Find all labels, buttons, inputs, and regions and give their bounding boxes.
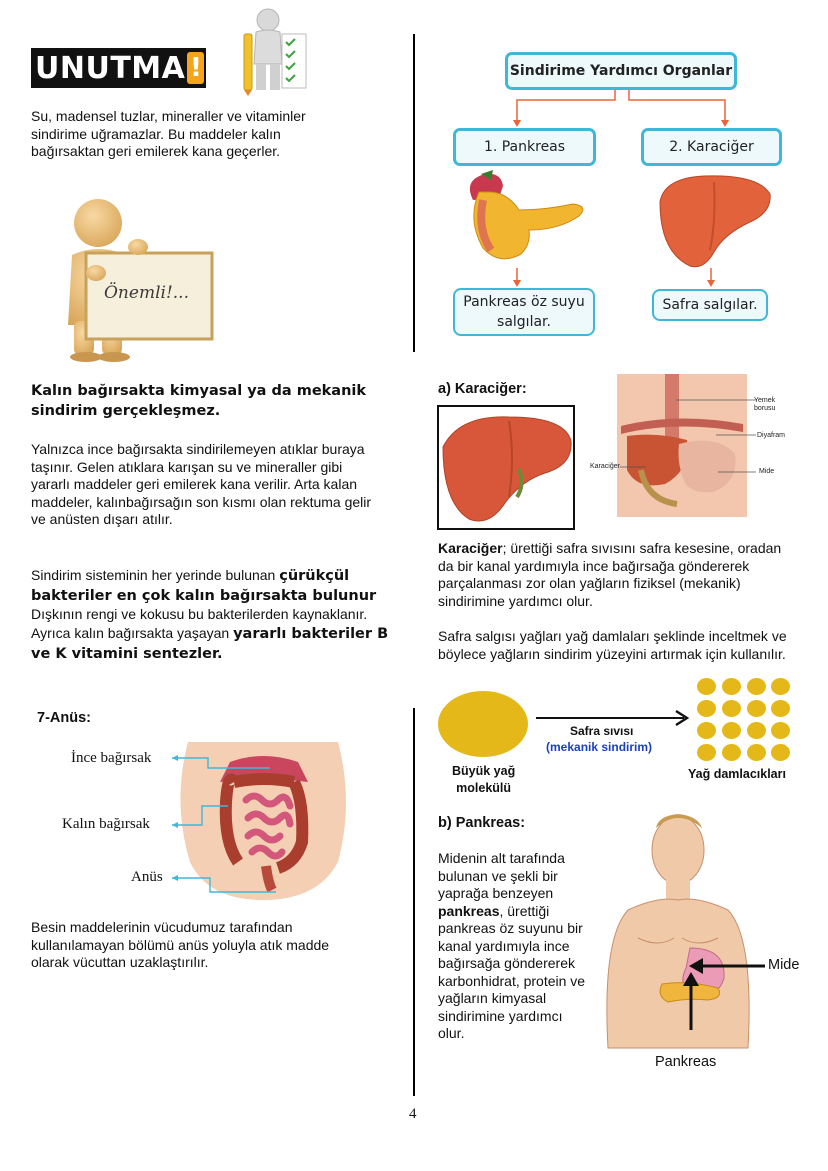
intestine-pointer-lines — [172, 750, 302, 900]
important-sign-illustration — [34, 195, 234, 363]
liver-down-arrow — [706, 268, 716, 288]
flow-title-box: Sindirime Yardımcı Organlar — [505, 52, 737, 90]
flow-output-liver: Safra salgılar. — [652, 289, 768, 321]
anus-paragraph: Besin maddelerinin vücudumuz tarafından kullanılamayan bölümü anüs yoluyla atık madde olarak vücuttan uzaklaştırılır. — [31, 919, 330, 970]
intro-paragraph: Su, madensel tuzlar, mineraller ve vitaminler sindirime uğramazlar. Bu maddeler kalın bağırsaktan geri emilerek kana geçerler. — [31, 108, 306, 159]
fat-droplet — [771, 744, 790, 761]
large-fat-label-line2: molekülü — [456, 781, 512, 795]
fat-droplet — [697, 722, 716, 739]
fat-droplets-label: Yağ damlacıkları — [688, 767, 786, 781]
fat-droplet — [697, 744, 716, 761]
bile-arrow-label: Safra sıvısı — [570, 724, 634, 738]
pancreas-heading: b) Pankreas: — [438, 815, 526, 831]
fat-droplet — [747, 722, 766, 739]
large-fat-molecule — [438, 690, 534, 758]
pancreas-paragraph-text-1: Midenin alt tarafında bulunan ve şekli bir yaprağa benzeyen — [438, 850, 565, 901]
flow-output-pancreas — [453, 288, 595, 336]
liver-paragraph-bold: Karaciğer — [438, 540, 503, 556]
body-pointer-arrows — [681, 954, 767, 1030]
label-anus: Anüs — [131, 869, 163, 885]
sign-text: Önemli!... — [104, 283, 189, 303]
fat-droplet — [697, 678, 716, 695]
label-liver-small: Karaciğer — [590, 463, 620, 470]
unutma-word: UNUTMA — [35, 50, 186, 86]
fat-droplet — [771, 700, 790, 717]
flow-organ-liver: 2. Karaciğer — [641, 128, 782, 166]
label-stomach-small: Mide — [759, 468, 775, 475]
fat-droplet — [747, 744, 766, 761]
large-intestine-paragraph: Yalnızca ince bağırsakta sindirilemeyen atıklar buraya taşınır. Gelen atıklara karışan su ve mineraller gibi yararlı maddeler geri emilerek kana verilir. Arta kalan maddeler, kalınbağırsağın son kısmı olan rektuma gelir ve anüsten dışarı atılır. — [31, 441, 372, 527]
fat-droplet — [747, 700, 766, 717]
pancreas-down-arrow — [512, 268, 522, 288]
label-esophagus: Yemek borusu — [754, 397, 776, 412]
liver-heading: a) Karaciğer: — [438, 381, 527, 397]
unutma-banner — [31, 48, 206, 88]
fat-droplet — [722, 678, 741, 695]
fat-droplet — [747, 678, 766, 695]
fat-droplets-grid — [697, 678, 791, 762]
unutma-mark: ! — [187, 52, 204, 84]
fat-droplet — [722, 700, 741, 717]
bile-arrow-sublabel: (mekanik sindirim) — [546, 740, 653, 754]
large-intestine-heading: Kalın bağırsakta kimyasal ya da mekanik sindirim gerçekleşmez. — [31, 383, 367, 419]
liver-illustration — [654, 172, 774, 272]
fat-droplet — [771, 722, 790, 739]
label-small-intestine: İnce bağırsak — [71, 750, 152, 766]
body-label-pancreas: Pankreas — [655, 1054, 717, 1070]
bacteria-text-2: Dışkının rengi ve kokusu bu bakterilerden kaynaklanır. Ayrıca kalın bağırsakta yaşayan — [31, 606, 368, 641]
bacteria-bold-1: çürükçül bakteriler en çok kalın bağırsakta bulunur — [31, 568, 377, 604]
pancreas-paragraph-text-2: , ürettiği pankreas öz suyunu bir kanal yardımıyla ince bağırsağa göndererek karbonhidrat, protein ve yağların kimyasal sindirimine yardımcı olur. — [438, 902, 586, 1041]
flow-output-pancreas-line2: salgılar. — [497, 314, 551, 330]
checklist-figure-illustration — [238, 4, 310, 96]
pancreas-paragraph-bold: pankreas — [438, 902, 500, 919]
bacteria-text-1: Sindirim sisteminin her yerinde bulunan — [31, 567, 280, 583]
pancreas-paragraph — [438, 850, 588, 1043]
fat-droplet — [697, 700, 716, 717]
bile-paragraph: Safra salgısı yağları yağ damlaları şeklinde inceltmek ve böylece yağların sindirim yüzeyini artırmak için kullanılır. — [438, 628, 787, 662]
bacteria-bold-2: yararlı bakteriler B ve K vitamini sentezler. — [31, 625, 389, 662]
liver-photo-frame — [437, 405, 575, 530]
page-number: 4 — [409, 1106, 417, 1122]
anus-heading: 7-Anüs: — [37, 710, 91, 726]
liver-paragraph — [438, 540, 788, 610]
anatomy-pointer-lines — [596, 394, 760, 484]
flow-connectors — [505, 90, 745, 132]
flow-organ-pancreas: 1. Pankreas — [453, 128, 596, 166]
flow-output-pancreas-line1: Pankreas öz suyu — [463, 294, 585, 310]
fat-droplet — [771, 678, 790, 695]
label-large-intestine: Kalın bağırsak — [62, 816, 150, 832]
large-fat-label-line1: Büyük yağ — [452, 764, 516, 778]
label-diaphragm: Diyafram — [757, 432, 786, 439]
fat-droplet — [722, 744, 741, 761]
fat-droplet — [722, 722, 741, 739]
column-divider-bottom — [413, 708, 415, 1096]
liver-photo — [439, 407, 573, 528]
column-divider-top — [413, 34, 415, 352]
liver-paragraph-text: ; ürettiği safra sıvısını safra kesesine, oradan da bir kanal yardımıyla ince bağırsağa göndererek parçalanması zor olan yağların fiziksel (mekanik) sindirimine yardımcı olur. — [438, 540, 782, 609]
large-fat-label — [452, 763, 515, 797]
body-label-stomach: Mide — [768, 957, 800, 973]
bacteria-paragraph — [31, 566, 391, 664]
pancreas-illustration — [459, 170, 589, 270]
